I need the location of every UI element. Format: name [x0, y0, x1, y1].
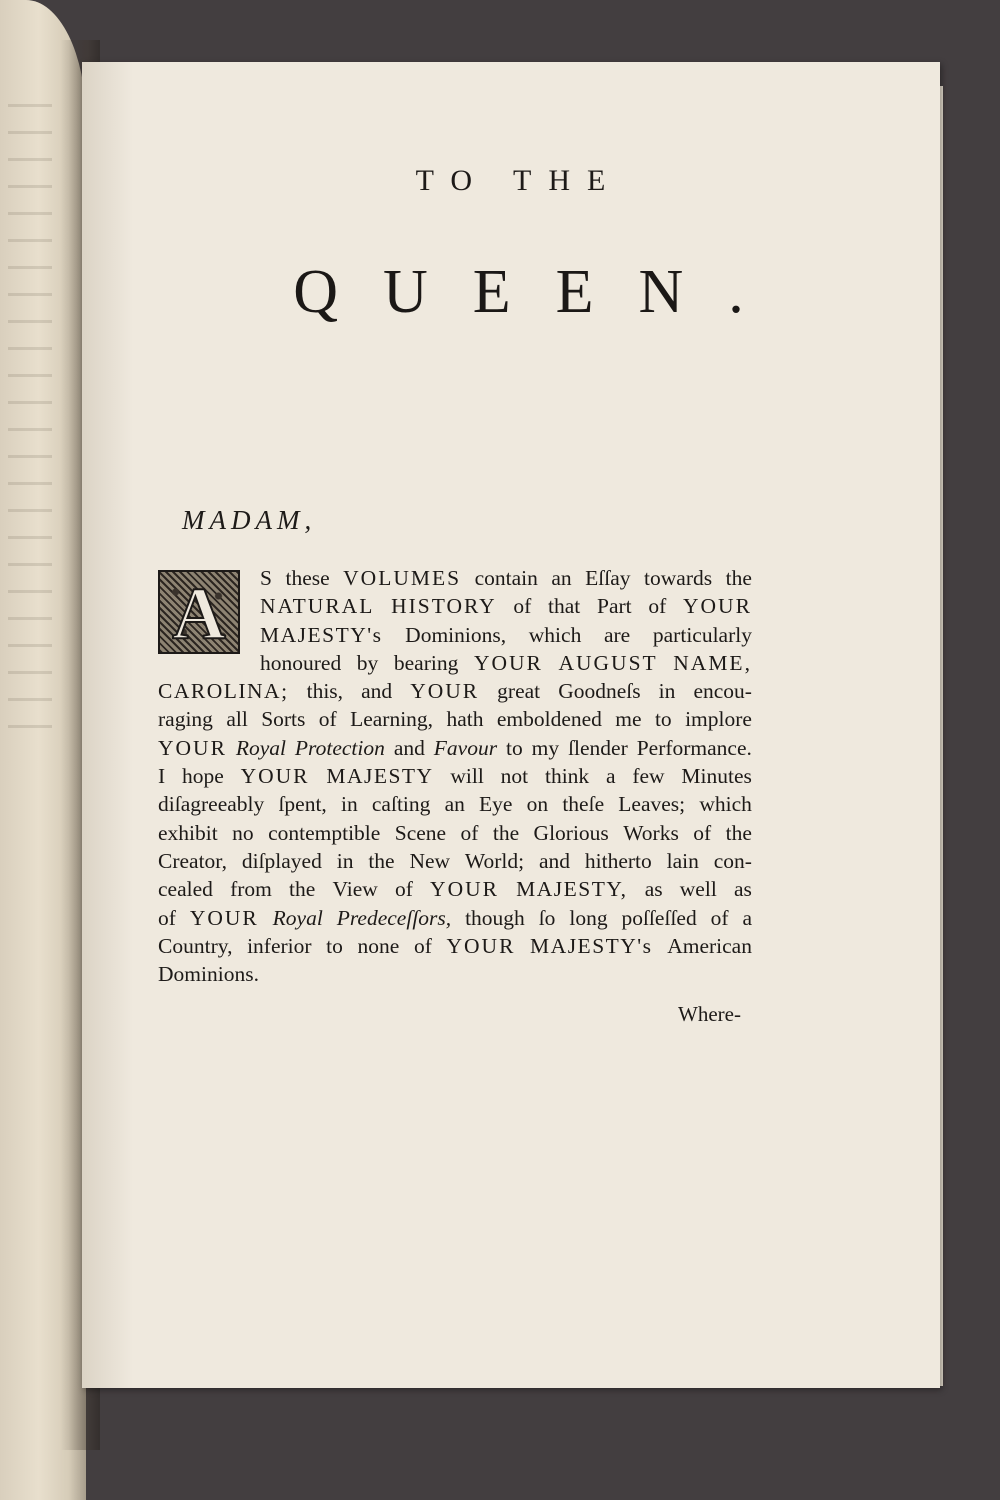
word: MAJESTY's [530, 933, 653, 958]
word: as [733, 877, 752, 902]
word: will [450, 764, 484, 789]
word: YOUR [158, 735, 227, 760]
salutation: MADAM, [182, 505, 317, 535]
word: of [710, 905, 729, 930]
word: caſting [371, 792, 431, 817]
word: of [513, 594, 532, 619]
word: to [654, 707, 672, 732]
text-line [158, 875, 752, 903]
word: hope [181, 764, 224, 789]
left-page-bleed-through [0, 80, 60, 980]
text-line [158, 762, 752, 790]
word: long [569, 905, 608, 930]
text-line [158, 564, 752, 592]
word: View [332, 877, 378, 902]
word: in [336, 848, 354, 873]
word: contain [474, 566, 538, 590]
word: Minutes [681, 764, 752, 789]
word: Royal [235, 735, 286, 760]
word: Part [597, 594, 632, 619]
word: on [526, 792, 549, 817]
word: by [356, 650, 379, 675]
word: the [725, 566, 752, 590]
word: of [460, 820, 479, 845]
text-line [158, 790, 752, 818]
word: hath [446, 707, 484, 732]
word: MAJESTY's [260, 622, 383, 647]
word: honoured [260, 650, 342, 675]
word: theſe [562, 792, 605, 817]
word: the [289, 877, 316, 902]
word: Dominions, [405, 622, 507, 647]
word: diſagreeably [158, 792, 265, 817]
word: Leaves; [618, 792, 686, 817]
word: a [605, 764, 616, 789]
word: CAROLINA; [158, 679, 289, 704]
word: MAJESTY [326, 764, 434, 789]
word: Royal [272, 905, 323, 930]
word: Learning, [350, 707, 434, 732]
word: and [538, 848, 571, 873]
word: no [232, 820, 254, 845]
word: of [648, 594, 667, 619]
word: Eſſay [585, 566, 631, 590]
word: Creator, [158, 848, 227, 873]
word: this, [306, 679, 344, 704]
word: contemptible [268, 820, 381, 845]
word: of [318, 707, 337, 732]
text-line [158, 705, 752, 733]
word: particularly [652, 622, 752, 647]
word: the [725, 820, 752, 845]
word: YOUR [446, 933, 516, 958]
word: New [409, 848, 451, 873]
word: Favour [433, 735, 498, 760]
text-line [158, 621, 752, 649]
word: YOUR [410, 679, 480, 704]
text-line [158, 847, 752, 875]
word: AUGUST [558, 650, 658, 675]
word: YOUR [189, 905, 259, 930]
word: of [693, 820, 712, 845]
word: bearing [393, 650, 459, 675]
word: cealed [158, 877, 213, 902]
word: emboldened [496, 707, 602, 732]
word: Country, [158, 933, 233, 958]
word: ſo [538, 905, 556, 930]
word: exhibit [158, 820, 218, 845]
word: which [528, 622, 582, 647]
word: in [340, 792, 358, 817]
word: of [413, 933, 432, 958]
word: the [492, 820, 520, 845]
word: Dominions. [158, 962, 259, 987]
word: MAJESTY, [516, 877, 628, 902]
text-line [158, 649, 752, 677]
heading-to-the: TO THE [415, 164, 623, 197]
word: an [444, 792, 465, 817]
word: raging [158, 707, 213, 732]
word: to [506, 735, 523, 760]
word: well [679, 877, 717, 902]
word: American [667, 933, 752, 958]
word: YOUR [430, 877, 499, 902]
word: Sorts [261, 707, 306, 732]
word: World; [464, 848, 525, 873]
word: though [465, 905, 525, 930]
word: ſpent, [278, 792, 327, 817]
word: all [226, 707, 248, 732]
word: not [500, 764, 529, 789]
word: NATURAL [260, 594, 375, 619]
word: hitherto [584, 848, 652, 873]
word: none [357, 933, 400, 958]
word: Works [623, 820, 679, 845]
word: are [603, 622, 631, 647]
word: Scene [394, 820, 447, 845]
text-line [158, 677, 752, 705]
dedication-text [158, 564, 752, 988]
word: poſſeſſed [621, 905, 697, 930]
word: Eye [479, 792, 513, 817]
word: a [742, 905, 752, 930]
word: YOUR [683, 594, 752, 619]
text-line [158, 960, 752, 988]
word: inferior [247, 933, 312, 958]
word: these [285, 566, 330, 590]
word: diſplayed [241, 848, 322, 873]
text-line [158, 904, 752, 932]
word: to [326, 933, 343, 958]
word: YOUR [240, 764, 310, 789]
drop-cap-letter: A [172, 573, 226, 655]
dedication-page [82, 62, 940, 1388]
word: of [394, 877, 413, 902]
word: as [644, 877, 663, 902]
word: lain [666, 848, 699, 873]
word: towards [644, 566, 713, 590]
word: con- [713, 848, 752, 873]
catchword: Where- [678, 1002, 741, 1026]
word: the [368, 848, 395, 873]
word: an [551, 566, 572, 590]
word: me [615, 707, 642, 732]
word: of [158, 905, 176, 930]
word: encou- [693, 679, 752, 704]
word: Predeceſſors, [336, 905, 452, 930]
word: great [497, 679, 541, 704]
word: that [548, 594, 581, 619]
word: S [260, 566, 272, 590]
word: from [230, 877, 272, 902]
word: implore [685, 707, 752, 732]
text-line [158, 592, 752, 620]
word: VOLUMES [343, 566, 462, 590]
word: think [544, 764, 590, 789]
word: Glorious [533, 820, 609, 845]
word: few [632, 764, 665, 789]
word: and [393, 735, 425, 760]
word: in [658, 679, 676, 704]
word: ſlender [568, 735, 628, 760]
word: my [531, 735, 560, 760]
text-line [158, 734, 752, 762]
word: YOUR [473, 650, 543, 675]
word: which [699, 792, 752, 817]
word: and [361, 679, 393, 704]
word: NAME, [673, 650, 752, 675]
word: Protection [294, 735, 385, 760]
text-line [158, 819, 752, 847]
word: Goodneſs [558, 679, 641, 704]
word: Performance. [636, 735, 752, 760]
text-line [158, 932, 752, 960]
heading-queen: QUEEN. [293, 258, 789, 326]
word: I [158, 764, 166, 789]
word: HISTORY [391, 594, 497, 619]
